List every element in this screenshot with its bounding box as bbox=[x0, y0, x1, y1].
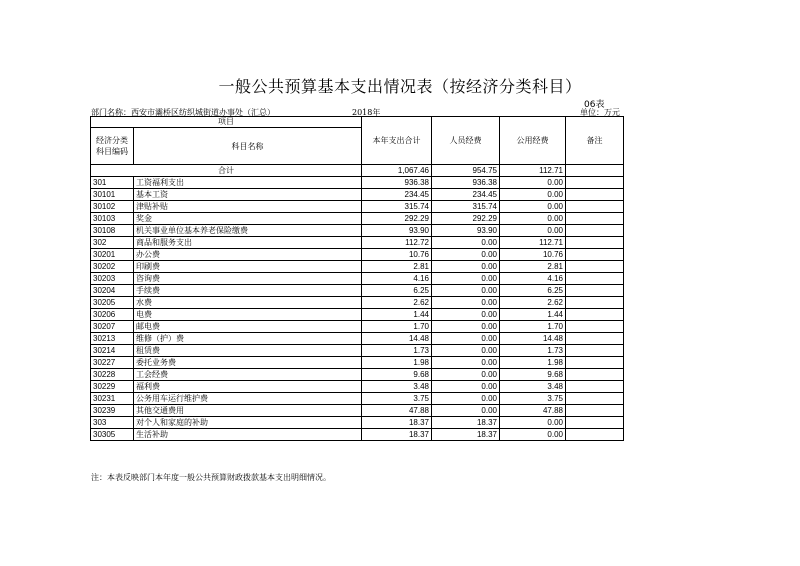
table-row bbox=[91, 225, 624, 237]
row-personnel: 0.00 bbox=[432, 393, 500, 405]
footnote: 注：本表反映部门本年度一般公共预算财政拨款基本支出明细情况。 bbox=[91, 473, 331, 482]
row-total: 2.81 bbox=[362, 261, 432, 273]
row-remark bbox=[566, 249, 624, 261]
row-code: 30227 bbox=[91, 357, 134, 369]
table-row bbox=[91, 261, 624, 273]
row-code: 30204 bbox=[91, 285, 134, 297]
row-name: 工资福利支出 bbox=[134, 177, 362, 189]
row-total: 292.29 bbox=[362, 213, 432, 225]
row-total: 234.45 bbox=[362, 189, 432, 201]
row-personnel: 0.00 bbox=[432, 381, 500, 393]
row-name: 福利费 bbox=[134, 381, 362, 393]
row-personnel: 0.00 bbox=[432, 405, 500, 417]
table-row bbox=[91, 369, 624, 381]
row-code: 30108 bbox=[91, 225, 134, 237]
header-code: 经济分类 科目编码 bbox=[91, 128, 134, 165]
total-amount: 1,067.46 bbox=[362, 165, 432, 177]
row-code: 30231 bbox=[91, 393, 134, 405]
row-personnel: 0.00 bbox=[432, 273, 500, 285]
table-row bbox=[91, 213, 624, 225]
row-remark bbox=[566, 309, 624, 321]
row-personnel: 234.45 bbox=[432, 189, 500, 201]
row-remark bbox=[566, 285, 624, 297]
row-personnel: 0.00 bbox=[432, 357, 500, 369]
row-total: 1.73 bbox=[362, 345, 432, 357]
row-personnel: 0.00 bbox=[432, 297, 500, 309]
row-name: 办公费 bbox=[134, 249, 362, 261]
row-total: 1.98 bbox=[362, 357, 432, 369]
row-code: 301 bbox=[91, 177, 134, 189]
row-remark bbox=[566, 273, 624, 285]
table-row bbox=[91, 417, 624, 429]
unit-label: 单位：万元 bbox=[580, 108, 620, 117]
row-name: 电费 bbox=[134, 309, 362, 321]
row-personnel: 0.00 bbox=[432, 321, 500, 333]
total-public: 112.71 bbox=[500, 165, 566, 177]
table-number: 06表 bbox=[584, 100, 605, 110]
row-total: 936.38 bbox=[362, 177, 432, 189]
table-row bbox=[91, 237, 624, 249]
row-remark bbox=[566, 417, 624, 429]
row-personnel: 0.00 bbox=[432, 345, 500, 357]
row-name: 水费 bbox=[134, 297, 362, 309]
row-personnel: 0.00 bbox=[432, 333, 500, 345]
budget-table bbox=[90, 116, 624, 441]
row-public: 47.88 bbox=[500, 405, 566, 417]
row-name: 公务用车运行维护费 bbox=[134, 393, 362, 405]
total-row bbox=[91, 165, 624, 177]
table-row bbox=[91, 393, 624, 405]
row-code: 30101 bbox=[91, 189, 134, 201]
row-name: 奖金 bbox=[134, 213, 362, 225]
row-personnel: 936.38 bbox=[432, 177, 500, 189]
row-name: 机关事业单位基本养老保险缴费 bbox=[134, 225, 362, 237]
row-remark bbox=[566, 237, 624, 249]
row-name: 其他交通费用 bbox=[134, 405, 362, 417]
row-public: 1.70 bbox=[500, 321, 566, 333]
row-remark bbox=[566, 357, 624, 369]
row-public: 0.00 bbox=[500, 189, 566, 201]
row-personnel: 315.74 bbox=[432, 201, 500, 213]
table-row bbox=[91, 189, 624, 201]
row-total: 14.48 bbox=[362, 333, 432, 345]
row-name: 印刷费 bbox=[134, 261, 362, 273]
row-personnel: 0.00 bbox=[432, 237, 500, 249]
row-public: 112.71 bbox=[500, 237, 566, 249]
row-total: 10.76 bbox=[362, 249, 432, 261]
row-public: 1.98 bbox=[500, 357, 566, 369]
table-row bbox=[91, 285, 624, 297]
total-remark bbox=[566, 165, 624, 177]
table-row bbox=[91, 321, 624, 333]
row-remark bbox=[566, 333, 624, 345]
row-total: 9.68 bbox=[362, 369, 432, 381]
row-remark bbox=[566, 225, 624, 237]
row-code: 30229 bbox=[91, 381, 134, 393]
row-remark bbox=[566, 189, 624, 201]
row-remark bbox=[566, 321, 624, 333]
row-name: 基本工资 bbox=[134, 189, 362, 201]
table-row bbox=[91, 357, 624, 369]
header-total: 本年支出合计 bbox=[362, 117, 432, 165]
table-row bbox=[91, 429, 624, 441]
row-total: 47.88 bbox=[362, 405, 432, 417]
row-name: 对个人和家庭的补助 bbox=[134, 417, 362, 429]
row-code: 30103 bbox=[91, 213, 134, 225]
row-personnel: 0.00 bbox=[432, 285, 500, 297]
table-row bbox=[91, 177, 624, 189]
header-personnel: 人员经费 bbox=[432, 117, 500, 165]
row-name: 工会经费 bbox=[134, 369, 362, 381]
table-row bbox=[91, 201, 624, 213]
row-public: 0.00 bbox=[500, 429, 566, 441]
row-public: 0.00 bbox=[500, 201, 566, 213]
row-code: 30239 bbox=[91, 405, 134, 417]
row-public: 1.73 bbox=[500, 345, 566, 357]
total-label: 合计 bbox=[91, 165, 362, 177]
row-public: 2.81 bbox=[500, 261, 566, 273]
row-public: 14.48 bbox=[500, 333, 566, 345]
row-total: 1.70 bbox=[362, 321, 432, 333]
row-personnel: 292.29 bbox=[432, 213, 500, 225]
row-code: 30102 bbox=[91, 201, 134, 213]
row-total: 112.72 bbox=[362, 237, 432, 249]
table-row bbox=[91, 309, 624, 321]
table-row bbox=[91, 333, 624, 345]
row-public: 9.68 bbox=[500, 369, 566, 381]
row-code: 30207 bbox=[91, 321, 134, 333]
row-public: 0.00 bbox=[500, 225, 566, 237]
row-public: 2.62 bbox=[500, 297, 566, 309]
row-code: 30203 bbox=[91, 273, 134, 285]
row-personnel: 0.00 bbox=[432, 369, 500, 381]
header-project: 项目 bbox=[91, 117, 362, 128]
row-public: 0.00 bbox=[500, 177, 566, 189]
row-name: 津贴补贴 bbox=[134, 201, 362, 213]
row-public: 1.44 bbox=[500, 309, 566, 321]
row-public: 0.00 bbox=[500, 417, 566, 429]
row-name: 生活补助 bbox=[134, 429, 362, 441]
row-public: 3.75 bbox=[500, 393, 566, 405]
row-personnel: 18.37 bbox=[432, 429, 500, 441]
header-public: 公用经费 bbox=[500, 117, 566, 165]
row-code: 30213 bbox=[91, 333, 134, 345]
report-year: 2018年 bbox=[352, 108, 381, 117]
row-personnel: 0.00 bbox=[432, 261, 500, 273]
row-personnel: 0.00 bbox=[432, 249, 500, 261]
row-personnel: 18.37 bbox=[432, 417, 500, 429]
header-name: 科目名称 bbox=[134, 128, 362, 165]
page-title: 一般公共预算基本支出情况表（按经济分类科目） bbox=[218, 77, 582, 96]
row-name: 商品和服务支出 bbox=[134, 237, 362, 249]
table-row bbox=[91, 273, 624, 285]
row-total: 2.62 bbox=[362, 297, 432, 309]
row-remark bbox=[566, 429, 624, 441]
row-total: 1.44 bbox=[362, 309, 432, 321]
row-code: 303 bbox=[91, 417, 134, 429]
row-personnel: 93.90 bbox=[432, 225, 500, 237]
row-public: 0.00 bbox=[500, 213, 566, 225]
row-name: 邮电费 bbox=[134, 321, 362, 333]
row-remark bbox=[566, 213, 624, 225]
row-public: 6.25 bbox=[500, 285, 566, 297]
row-public: 4.16 bbox=[500, 273, 566, 285]
table-row bbox=[91, 297, 624, 309]
row-name: 维修（护）费 bbox=[134, 333, 362, 345]
row-name: 手续费 bbox=[134, 285, 362, 297]
row-remark bbox=[566, 381, 624, 393]
row-total: 18.37 bbox=[362, 429, 432, 441]
table-row bbox=[91, 249, 624, 261]
row-code: 30205 bbox=[91, 297, 134, 309]
row-total: 93.90 bbox=[362, 225, 432, 237]
table-row bbox=[91, 381, 624, 393]
row-code: 30202 bbox=[91, 261, 134, 273]
table-row bbox=[91, 405, 624, 417]
row-name: 委托业务费 bbox=[134, 357, 362, 369]
row-remark bbox=[566, 393, 624, 405]
row-code: 30228 bbox=[91, 369, 134, 381]
row-total: 315.74 bbox=[362, 201, 432, 213]
row-name: 咨询费 bbox=[134, 273, 362, 285]
row-public: 3.48 bbox=[500, 381, 566, 393]
header-remark: 备注 bbox=[566, 117, 624, 165]
row-code: 30201 bbox=[91, 249, 134, 261]
row-remark bbox=[566, 177, 624, 189]
row-total: 4.16 bbox=[362, 273, 432, 285]
row-remark bbox=[566, 405, 624, 417]
department-name: 部门名称：西安市灞桥区纺织城街道办事处（汇总） bbox=[91, 108, 275, 117]
row-code: 30206 bbox=[91, 309, 134, 321]
total-personnel: 954.75 bbox=[432, 165, 500, 177]
row-total: 3.75 bbox=[362, 393, 432, 405]
row-code: 30214 bbox=[91, 345, 134, 357]
row-remark bbox=[566, 369, 624, 381]
row-total: 18.37 bbox=[362, 417, 432, 429]
row-code: 302 bbox=[91, 237, 134, 249]
table-row bbox=[91, 345, 624, 357]
row-public: 10.76 bbox=[500, 249, 566, 261]
row-code: 30305 bbox=[91, 429, 134, 441]
row-remark bbox=[566, 297, 624, 309]
row-total: 3.48 bbox=[362, 381, 432, 393]
row-personnel: 0.00 bbox=[432, 309, 500, 321]
row-total: 6.25 bbox=[362, 285, 432, 297]
row-remark bbox=[566, 345, 624, 357]
row-remark bbox=[566, 201, 624, 213]
row-remark bbox=[566, 261, 624, 273]
row-name: 租赁费 bbox=[134, 345, 362, 357]
